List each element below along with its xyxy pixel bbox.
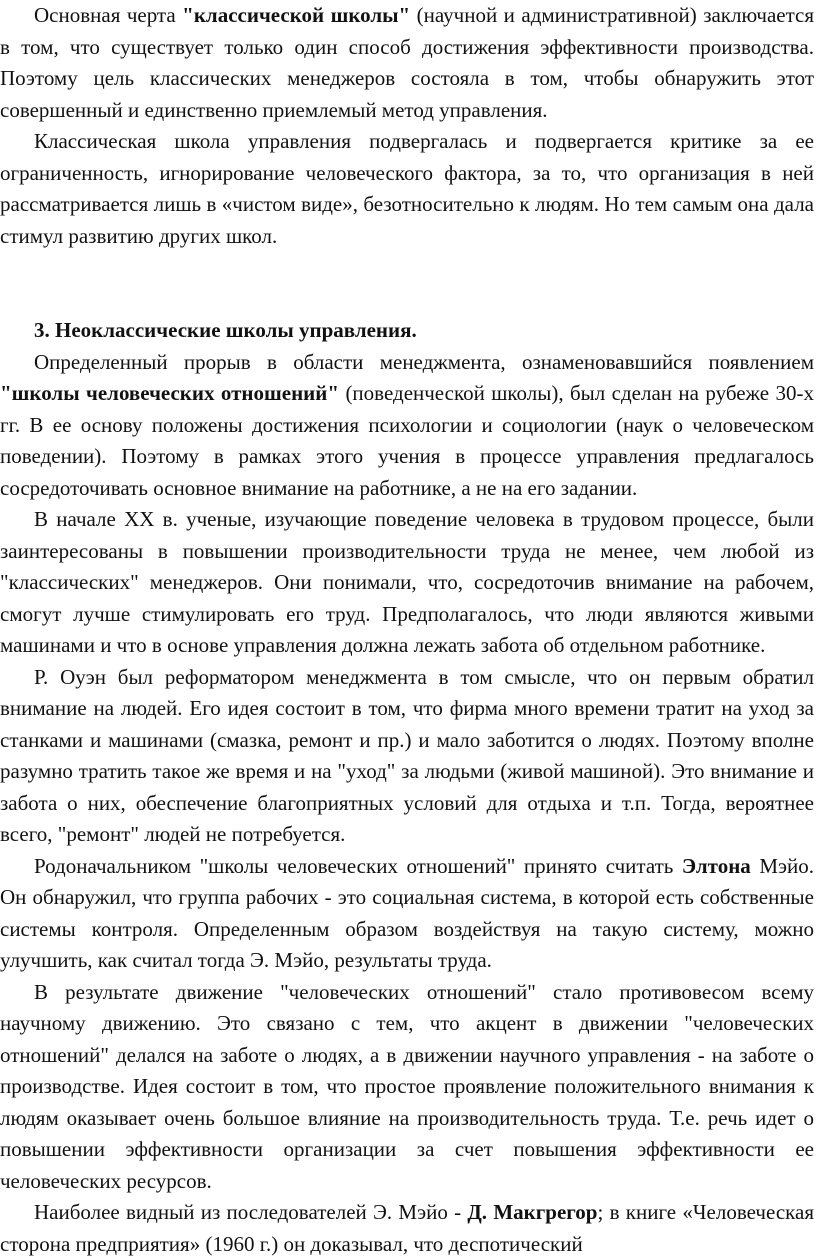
paragraph-mayo xyxy=(0,851,814,977)
bold-term-classical-school: "классической школы" xyxy=(182,3,411,27)
bold-name-mcgregor: Д. Макгрегор xyxy=(467,1200,598,1224)
text-run: Родоначальником "школы человеческих отношений" принято считать xyxy=(34,853,682,878)
text-run: Определенный прорыв в области менеджмента, ознаменовавшийся появлением xyxy=(34,349,814,374)
paragraph-mcgregor xyxy=(0,1197,814,1260)
text-run: Наиболее видный из последователей Э. Мэйо - xyxy=(34,1200,468,1224)
paragraph-early-20th-century: В начале XX в. ученые, изучающие поведение человека в трудовом процессе, были заинтересованы в повышении производительности труда не менее, чем любой из "классических" менеджеров. Они понимали, что, сосредоточив внимание на рабочем, смогут лучше стимулировать его труд. Предполагалось, что люди являются живыми машинами и что в основе управления должна лежать забота об отдельном работнике. xyxy=(0,507,814,657)
text-run: (поведенческой школы), был сделан на рубеже 30-х гг. В ее основу положены достижения психологии и социологии (наук о человеческом поведении). Поэтому в рамках этого учения в процессе управления предлагалось сосредоточивать основное внимание на работнике, а не на его задании. xyxy=(0,381,814,500)
bold-term-human-relations: "школы человеческих отношений" xyxy=(0,381,340,405)
paragraph-movement-result: В результате движение "человеческих отношений" стало противовесом всему научному движению. Это связано с тем, что акцент в движении "человеческих отношений" делался на заботе о людях, а в движении научного управления - на заботе о производстве. Идея состоит в том, что простое проявление положительного внимания к людям оказывает очень большое влияние на производительность труда. Т.е. речь идет о повышении эффективности организации за счет повышения эффективности ее человеческих ресурсов. xyxy=(0,979,814,1193)
text-run: Мэйо. Он обнаружил, что группа рабочих - это социальная система, в которой есть собственные системы контроля. Определенным образом воздействуя на такую систему, можно улучшить, как считал тогда Э. Мэйо, результаты труда. xyxy=(0,853,814,972)
paragraph-classical-school xyxy=(0,0,814,126)
text-run: Основная черта xyxy=(34,3,183,27)
paragraph-criticism: Классическая школа управления подвергалась и подвергается критике за ее ограниченность, игнорирование человеческого фактора, за то, что организация в ней рассматривается лишь в «чистом виде», безотносительно к людям. Но тем самым она дала стимул развитию других школ. xyxy=(0,129,814,248)
paragraph-human-relations xyxy=(0,347,814,505)
text-run: (научной и административной) заключается в том, что существует только один способ достижения эффективности производства. Поэтому цель классических менеджеров состояла в том, чтобы обнаружить этот совершенный и единственно приемлемый метод управления. xyxy=(0,3,814,122)
bold-name-elton: Элтона xyxy=(681,853,751,878)
section-spacer xyxy=(0,252,814,315)
text-run: ; в книге «Человеческая сторона предприятия» (1960 г.) он доказывал, что деспотический xyxy=(0,1200,815,1256)
paragraph-owen: Р. Оуэн был реформатором менеджмента в том смысле, что он первым обратил внимание на людей. Его идея состоит в том, что фирма много времени тратит на уход за станками и машинами (смазка, ремонт и пр.) и мало заботится о людях. Поэтому вполне разумно тратить такое же время и на "уход" за людьми (живой машиной). Это внимание и забота о них, обеспечение благоприятных условий для отдыха и т.п. Тогда, вероятнее всего, "ремонт" людей не потребуется. xyxy=(0,664,814,846)
section-heading: 3. Неоклассические школы управления. xyxy=(34,318,417,342)
